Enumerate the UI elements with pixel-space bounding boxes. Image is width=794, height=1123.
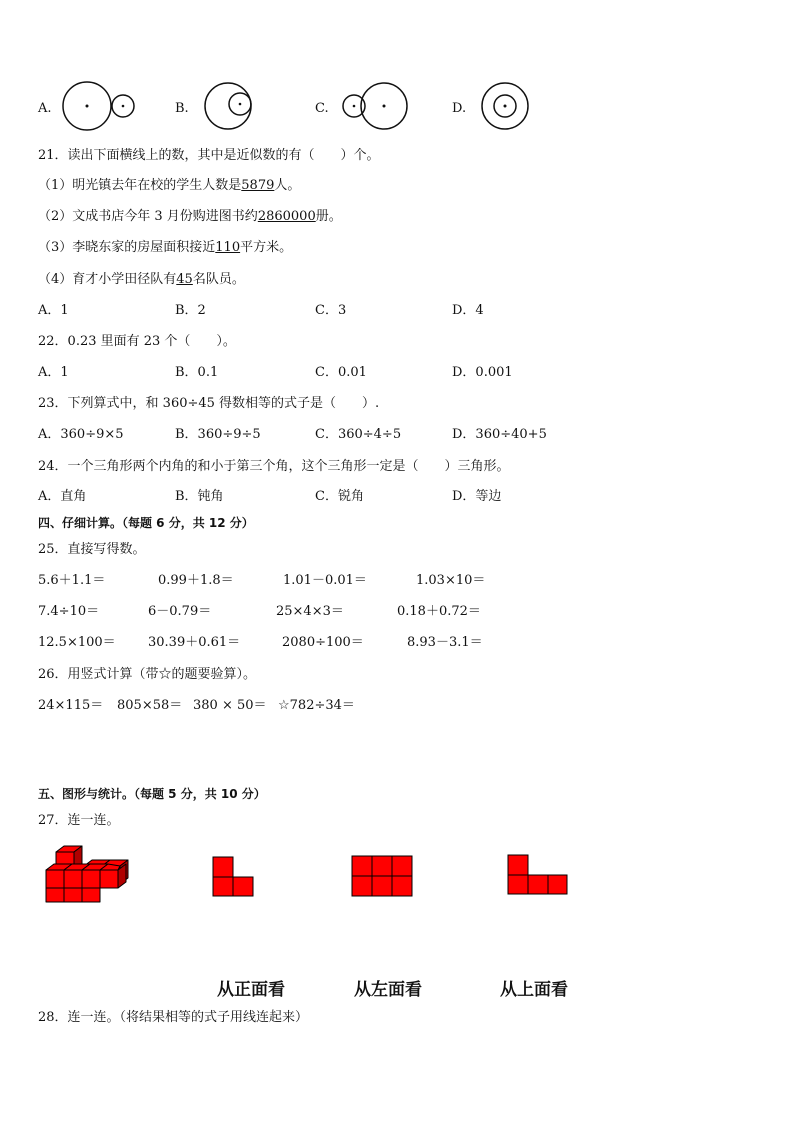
q23-option-d: D．360÷40+5 (452, 427, 547, 442)
q23-option-a: A．360÷9×5 (38, 427, 124, 442)
circle-figure-b (204, 80, 260, 132)
option-c-label: C. (315, 101, 329, 116)
cube-stack-figure (44, 844, 128, 906)
q25-expr: 25×4×3＝ (276, 604, 344, 619)
q26-expr: ☆782÷34＝ (278, 698, 355, 713)
q23-option-b: B．360÷9÷5 (175, 427, 261, 442)
q26-expr: 24×115＝ (38, 698, 104, 713)
section-4-title: 四、仔细计算。（每题 6 分，共 12 分） (38, 516, 254, 530)
section-5-title: 五、图形与统计。（每题 5 分，共 10 分） (38, 787, 266, 801)
circle-figure-d (480, 82, 530, 132)
q21-stem: 21．读出下面横线上的数，其中是近似数的有（ ）个。 (38, 148, 380, 163)
q23-stem: 23．下列算式中，和 360÷45 得数相等的式子是（ ）. (38, 396, 380, 411)
q22-option-c: C．0.01 (315, 365, 367, 380)
q25-expr: 30.39＋0.61＝ (148, 635, 241, 650)
option-d-label: D. (452, 101, 467, 116)
circle-figure-c (340, 80, 410, 132)
option-b-label: B. (175, 101, 189, 116)
option-a-label: A. (38, 101, 52, 116)
q25-expr: 5.6＋1.1＝ (38, 573, 106, 588)
q21-item-4: （4）育才小学田径队有45名队员。 (38, 272, 245, 287)
q24-option-c: C．锐角 (315, 489, 364, 504)
q26-expr: 805×58＝ (117, 698, 183, 713)
q25-expr: 1.03×10＝ (416, 573, 486, 588)
q25-stem: 25．直接写得数。 (38, 542, 146, 557)
q24-option-d: D．等边 (452, 489, 502, 504)
q21-item-2: （2）文成书店今年 3 月份购进图书约2860000册。 (38, 209, 342, 224)
q28-stem: 28．连一连。（将结果相等的式子用线连起来） (38, 1010, 309, 1025)
q23-option-c: C．360÷4÷5 (315, 427, 402, 442)
q26-expr: 380 × 50＝ (193, 698, 267, 713)
view-shape-2 (351, 855, 413, 897)
q22-option-b: B．0.1 (175, 365, 219, 380)
q25-expr: 12.5×100＝ (38, 635, 116, 650)
view-shape-1 (212, 856, 256, 898)
q21-option-b: B．2 (175, 303, 206, 318)
q25-expr: 0.18＋0.72＝ (397, 604, 481, 619)
q25-expr: 1.01－0.01＝ (283, 573, 367, 588)
q21-item-1: （1）明光镇去年在校的学生人数是5879人。 (38, 178, 301, 193)
q25-expr: 2080÷100＝ (282, 635, 364, 650)
q22-option-d: D．0.001 (452, 365, 513, 380)
q21-item-3: （3）李晓东家的房屋面积接近110平方米。 (38, 240, 293, 255)
q24-option-b: B．钝角 (175, 489, 224, 504)
q21-option-d: D．4 (452, 303, 484, 318)
q25-expr: 6－0.79＝ (148, 604, 212, 619)
q25-expr: 0.99＋1.8＝ (158, 573, 234, 588)
q27-stem: 27．连一连。 (38, 813, 120, 828)
q22-stem: 22．0.23 里面有 23 个（ ）。 (38, 334, 236, 349)
q25-expr: 7.4÷10＝ (38, 604, 100, 619)
q21-option-c: C．3 (315, 303, 347, 318)
q24-option-a: A．直角 (38, 489, 87, 504)
q24-stem: 24．一个三角形两个内角的和小于第三个角，这个三角形一定是（ ）三角形。 (38, 459, 510, 474)
view-label-front: 从正面看 (217, 980, 285, 1000)
q21-option-a: A．1 (38, 303, 69, 318)
q26-stem: 26．用竖式计算（带☆的题要验算）。 (38, 667, 257, 682)
circle-figure-a (60, 80, 140, 132)
q25-expr: 8.93－3.1＝ (407, 635, 483, 650)
view-shape-3 (507, 854, 569, 896)
view-label-left: 从左面看 (354, 980, 422, 1000)
view-label-top: 从上面看 (500, 980, 568, 1000)
q22-option-a: A．1 (38, 365, 69, 380)
